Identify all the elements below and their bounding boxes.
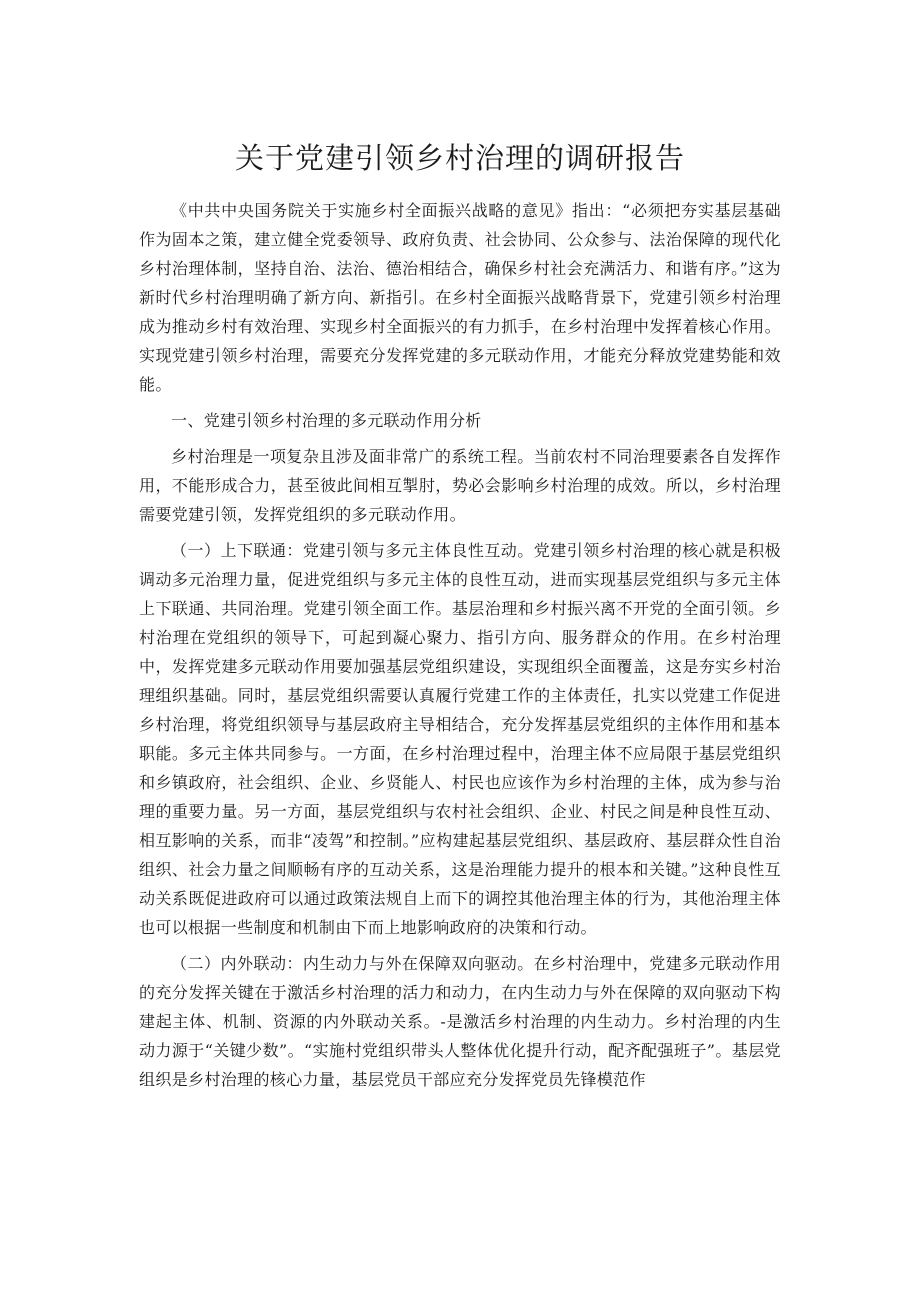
subsection-1-paragraph: （一）上下联通：党建引领与多元主体良性互动。党建引领乡村治理的核心就是积极调动多元治理力量，促进党组织与多元主体的良性互动，进而实现基层党组织与多元主体上下联通、共同治理。党建引领全面工作。基层治理和乡村振兴离不开党的全面引领。乡村治理在党组织的领导下，可起到凝心聚力、指引方向、服务群众的作用。在乡村治理中，发挥党建多元联动作用要加强基层党组织建设，实现组织全面覆盖，这是夯实乡村治理组织基础。同时，基层党组织需要认真履行党建工作的主体责任，扎实以党建工作促进乡村治理，将党组织领导与基层政府主导相结合，充分发挥基层党组织的主体作用和基本职能。多元主体共同参与。一方面，在乡村治理过程中，治理主体不应局限于基层党组织和乡镇政府，社会组织、企业、乡贤能人、村民也应该作为乡村治理的主体，成为参与治理的重要力量。另一方面，基层党组织与农村社会组织、企业、村民之间是种良性互动、相互影响的关系，而非“凌驾”和控制。”应构建起基层党组织、基层政府、基层群众性自治组织、社会力量之间顺畅有序的互动关系，这是治理能力提升的根本和关键。”这种良性互动关系既促进政府可以通过政策法规自上而下的调控其他治理主体的行为，其他治理主体也可以根据一些制度和机制由下而上地影响政府的决策和行动。 bbox=[139, 541, 781, 937]
section-intro-paragraph: 乡村治理是一项复杂且涉及面非常广的系统工程。当前农村不同治理要素各自发挥作用，不能形成合力，甚至彼此间相互掣肘，势必会影响乡村治理的成效。所以，乡村治理需要党建引领，发挥党组织的多元联动作用。 bbox=[139, 447, 781, 524]
document-title: 关于党建引领乡村治理的调研报告 bbox=[234, 141, 685, 175]
document-body bbox=[139, 196, 781, 1101]
subsection-2-paragraph: （二）内外联动：内生动力与外在保障双向驱动。在乡村治理中，党建多元联动作用的充分发挥关键在于激活乡村治理的活力和动力，在内生动力与外在保障的双向驱动下构建起主体、机制、资源的内外联动关系。-是激活乡村治理的内生动力。乡村治理的内生动力源于“关键少数”。“实施村党组织带头人整体优化提升行动，配齐配强班子”。基层党组织是乡村治理的核心力量，基层党员干部应充分发挥党员先锋模范作 bbox=[139, 954, 781, 1089]
intro-paragraph: 《中共中央国务院关于实施乡村全面振兴战略的意见》指出：“必须把夯实基层基础作为固本之策，建立健全党委领导、政府负责、社会协同、公众参与、法治保障的现代化乡村治理体制，坚持自治、法治、德治相结合，确保乡村社会充满活力、和谐有序。”这为新时代乡村治理明确了新方向、新指引。在乡村全面振兴战略背景下，党建引领乡村治理成为推动乡村有效治理、实现乡村全面振兴的有力抓手，在乡村治理中发挥着核心作用。实现党建引领乡村治理，需要充分发挥党建的多元联动作用，才能充分释放党建势能和效能。 bbox=[139, 201, 781, 394]
section-heading: 一、党建引领乡村治理的多元联动作用分析 bbox=[171, 411, 482, 430]
